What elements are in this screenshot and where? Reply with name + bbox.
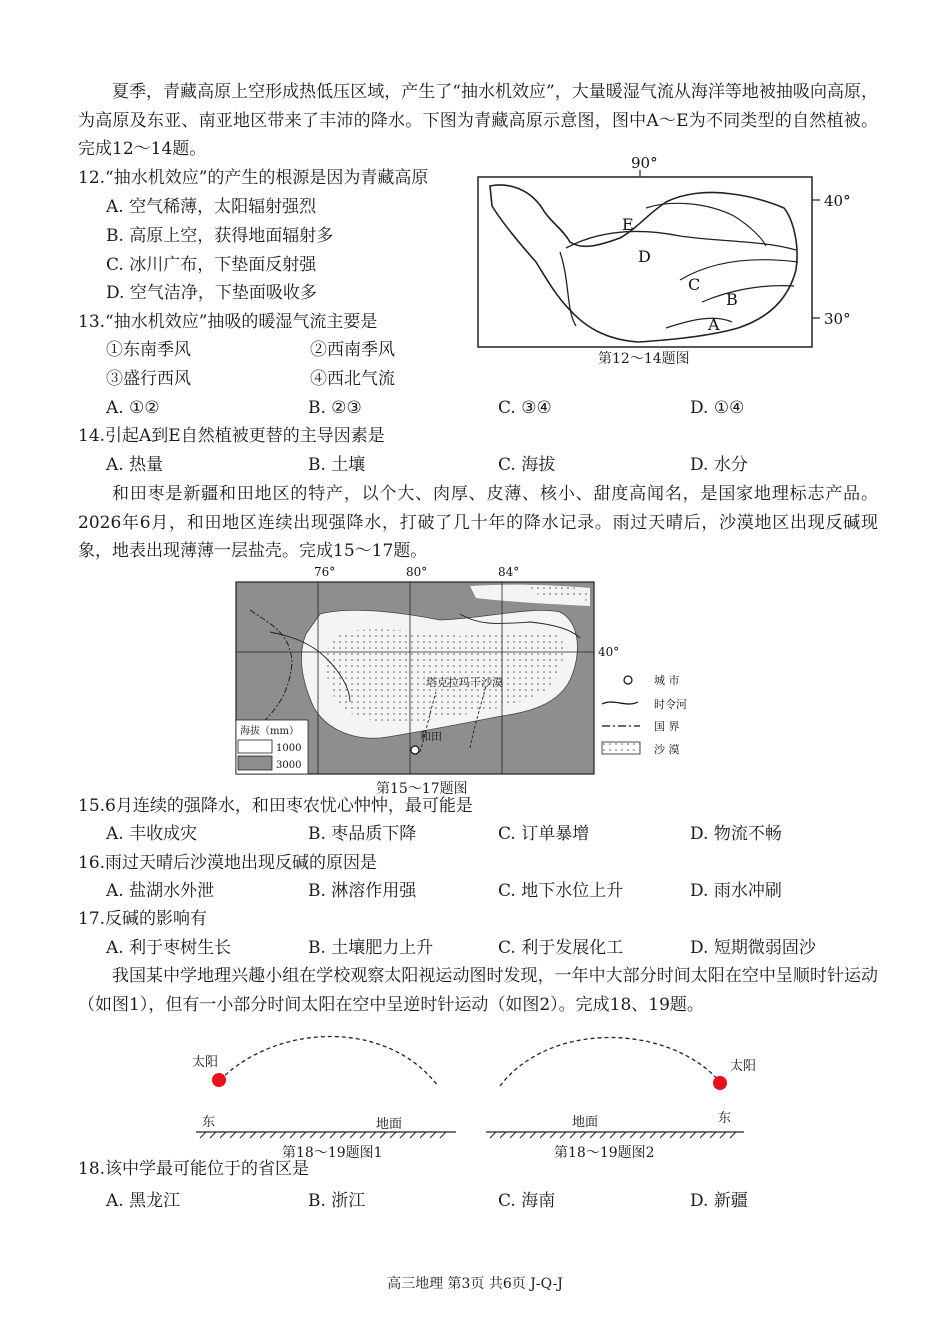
map1-lon-90: 90°: [631, 154, 658, 172]
question-18-option-a: A. 黑龙江: [106, 1191, 181, 1211]
question-18-stem: 18.该中学最可能位于的省区是: [78, 1159, 310, 1179]
legend-border: 国 界: [654, 720, 680, 733]
legend-seasonal-river: 时令河: [654, 698, 687, 711]
question-12-stem: 12.“抽水机效应”的产生的根源是因为青藏高原: [78, 168, 429, 188]
map2-desert-label: 塔克拉玛干沙漠: [426, 676, 503, 689]
question-12-option-a: A. 空气稀薄，太阳辐射强烈: [106, 197, 317, 217]
question-12-option-d: D. 空气洁净，下垫面吸收多: [106, 283, 317, 303]
fig2-caption: 第18～19题图2: [554, 1145, 655, 1161]
question-13-option-d: D. ①④: [690, 398, 745, 418]
question-13-item-4: ④西北气流: [310, 369, 395, 389]
sun-path-figure-1: [186, 1030, 466, 1140]
map1-label-b: B: [726, 290, 738, 309]
map1-label-a: A: [708, 315, 720, 334]
map2-elevation-1000: 1000: [276, 743, 302, 754]
question-15-stem: 15.6月连续的强降水，和田枣农忧心忡忡，最可能是: [78, 796, 473, 816]
map2-caption: 第15～17题图: [376, 781, 468, 797]
map2-city-label: 和田: [420, 730, 442, 743]
fig1-sun-arc: [220, 1037, 438, 1087]
question-12-option-b: B. 高原上空，获得地面辐射多: [106, 226, 334, 246]
fig1-sun-icon: [212, 1073, 226, 1087]
question-13-stem: 13.“抽水机效应”抽吸的暖湿气流主要是: [78, 312, 378, 332]
legend-desert: 沙 漠: [654, 743, 680, 756]
question-17-option-c: C. 利于发展化工: [498, 938, 624, 958]
page-footer: 高三地理 第3页 共6页 J-Q-J: [387, 1276, 563, 1292]
legend-city: 城 市: [654, 674, 680, 687]
question-16-option-b: B. 淋溶作用强: [308, 881, 417, 901]
map1-lat-30: 30°: [824, 310, 851, 328]
question-16-option-a: A. 盐湖水外泄: [106, 881, 215, 901]
question-14-stem: 14.引起A到E自然植被更替的主导因素是: [78, 426, 385, 446]
fig2-sun-icon: [713, 1076, 727, 1090]
map2-elevation-legend-title: 海拔（mm）: [240, 726, 299, 737]
question-16-stem: 16.雨过天晴后沙漠地出现反碱的原因是: [78, 853, 378, 873]
map1-label-c: C: [688, 275, 701, 294]
fig2-ground-label: 地面: [572, 1115, 599, 1130]
fig2-east-label: 东: [718, 1111, 732, 1126]
question-16-option-d: D. 雨水冲刷: [690, 881, 782, 901]
map1-lat-40: 40°: [824, 192, 851, 210]
intro-paragraph-12-14: 夏季，青藏高原上空形成热低压区域，产生了“抽水机效应”，大量暖湿气流从海洋等地被抽吸向高原，为高原及东亚、南亚地区带来了丰沛的降水。下图为青藏高原示意图，图中A～E为不同类型的自然植被。完成12～14题。: [78, 82, 878, 159]
question-13-item-2: ②西南季风: [310, 340, 395, 360]
map2-elevation-3000: 3000: [276, 760, 302, 771]
question-13-item-1: ①东南季风: [106, 340, 191, 360]
fig1-sun-label: 太阳: [192, 1055, 219, 1070]
question-18-option-d: D. 新疆: [690, 1191, 748, 1211]
map2-lon-76: 76°: [314, 565, 336, 579]
map2-lon-84: 84°: [498, 565, 520, 579]
map1-caption: 第12～14题图: [598, 351, 690, 367]
hotan-city-marker: [411, 746, 419, 754]
intro-paragraph-18-19: 我国某中学地理兴趣小组在学校观察太阳视运动图时发现，一年中大部分时间太阳在空中呈顺时针运动（如图1），但有一小部分时间太阳在空中呈逆时针运动（如图2）。完成18、19题。: [78, 966, 878, 1015]
question-17-option-d: D. 短期微弱固沙: [690, 938, 816, 958]
question-15-option-c: C. 订单暴增: [498, 824, 590, 844]
question-17-stem: 17.反碱的影响有: [78, 909, 208, 929]
question-14-option-a: A. 热量: [106, 455, 164, 475]
fig2-sun-arc: [500, 1038, 720, 1087]
question-13-item-3: ③盛行西风: [106, 369, 191, 389]
question-18-option-c: C. 海南: [498, 1191, 556, 1211]
map2-lat-40: 40°: [598, 645, 620, 659]
question-13-option-c: C. ③④: [498, 398, 552, 418]
question-13-option-b: B. ②③: [308, 398, 362, 418]
tibetan-plateau-map: [470, 150, 870, 375]
sun-path-figure-2: [480, 1030, 770, 1140]
fig2-sun-label: 太阳: [730, 1059, 757, 1074]
question-17-option-b: B. 土壤肥力上升: [308, 938, 434, 958]
map1-label-d: D: [638, 247, 651, 266]
question-14-option-c: C. 海拔: [498, 455, 556, 475]
question-14-option-d: D. 水分: [690, 455, 748, 475]
question-16-option-c: C. 地下水位上升: [498, 881, 624, 901]
question-15-option-a: A. 丰收成灾: [106, 824, 198, 844]
question-17-option-a: A. 利于枣树生长: [106, 938, 232, 958]
fig1-east-label: 东: [202, 1115, 216, 1130]
intro-paragraph-15-17: 和田枣是新疆和田地区的特产，以个大、肉厚、皮薄、核小、甜度高闻名，是国家地理标志产品。2026年6月，和田地区连续出现强降水，打破了几十年的降水记录。雨过天晴后，沙漠地区出现反碱现象，地表出现薄薄一层盐壳。完成15～17题。: [78, 484, 878, 561]
fig1-ground-label: 地面: [376, 1117, 403, 1132]
fig1-caption: 第18～19题图1: [282, 1145, 383, 1161]
map2-lon-80: 80°: [406, 565, 428, 579]
question-15-option-b: B. 枣品质下降: [308, 824, 417, 844]
question-18-option-b: B. 浙江: [308, 1191, 366, 1211]
map1-label-e: E: [622, 215, 634, 234]
question-15-option-d: D. 物流不畅: [690, 824, 782, 844]
question-13-option-a: A. ①②: [106, 398, 160, 418]
hotan-map: [230, 562, 720, 780]
question-14-option-b: B. 土壤: [308, 455, 366, 475]
question-12-option-c: C. 冰川广布，下垫面反射强: [106, 255, 317, 275]
